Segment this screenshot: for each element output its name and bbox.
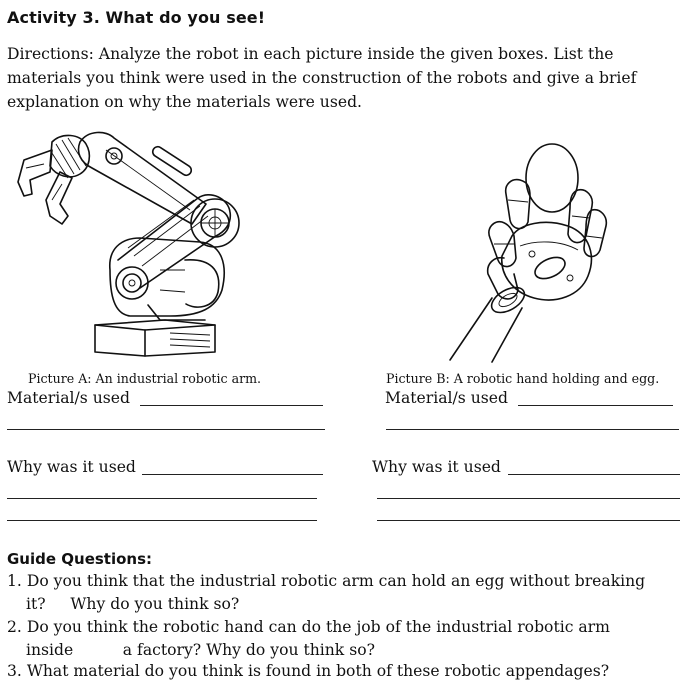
guide-question-1 (7, 570, 645, 616)
picture-a-materials-label: Material/s used (7, 389, 130, 407)
directions-line-3: explanation on why the materials were used. (7, 93, 363, 111)
activity-title: Activity 3. What do you see! (7, 8, 266, 27)
picture-a-why-answer-line-3[interactable] (7, 520, 317, 521)
picture-b-caption: Picture B: A robotic hand holding and egg. (386, 371, 660, 386)
guide-question-3 (7, 660, 609, 683)
industrial-robotic-arm-image (10, 120, 260, 360)
picture-a-materials-answer-line-2[interactable] (7, 429, 325, 430)
picture-a-why-answer-line-2[interactable] (7, 498, 317, 499)
picture-a-why-label: Why was it used (7, 458, 136, 476)
guide-question-3-line-1: 3. What material do you think is found in both of these robotic appendages? (7, 662, 610, 680)
picture-b-why-answer-line-3[interactable] (377, 520, 680, 521)
directions-line-2: materials you think were used in the construction of the robots and give a brief (7, 69, 637, 87)
guide-question-1-line-2: it? Why do you think so? (26, 595, 240, 613)
picture-b-why-answer-line-2[interactable] (377, 498, 680, 499)
picture-a-caption: Picture A: An industrial robotic arm. (28, 371, 262, 386)
picture-b-materials-answer-line-2[interactable] (386, 429, 679, 430)
robotic-hand-egg-image (440, 140, 620, 365)
picture-a-materials-answer-line[interactable] (140, 405, 323, 406)
picture-b-why-answer-line[interactable] (508, 474, 680, 475)
picture-b-materials-label: Material/s used (385, 389, 508, 407)
picture-a-why-answer-line[interactable] (142, 474, 323, 475)
directions-text (7, 42, 693, 114)
picture-b-why-label: Why was it used (372, 458, 501, 476)
directions-line-1: Directions: Analyze the robot in each picture inside the given boxes. List the (7, 45, 614, 63)
guide-question-1-line-1: 1. Do you think that the industrial robotic arm can hold an egg without breaking (7, 572, 646, 590)
guide-questions-title: Guide Questions: (7, 550, 153, 568)
picture-b-materials-answer-line[interactable] (518, 405, 673, 406)
guide-question-2-line-1: 2. Do you think the robotic hand can do the job of the industrial robotic arm (7, 618, 610, 636)
guide-question-2-line-2: inside a factory? Why do you think so? (26, 641, 375, 659)
guide-question-2 (7, 616, 610, 662)
